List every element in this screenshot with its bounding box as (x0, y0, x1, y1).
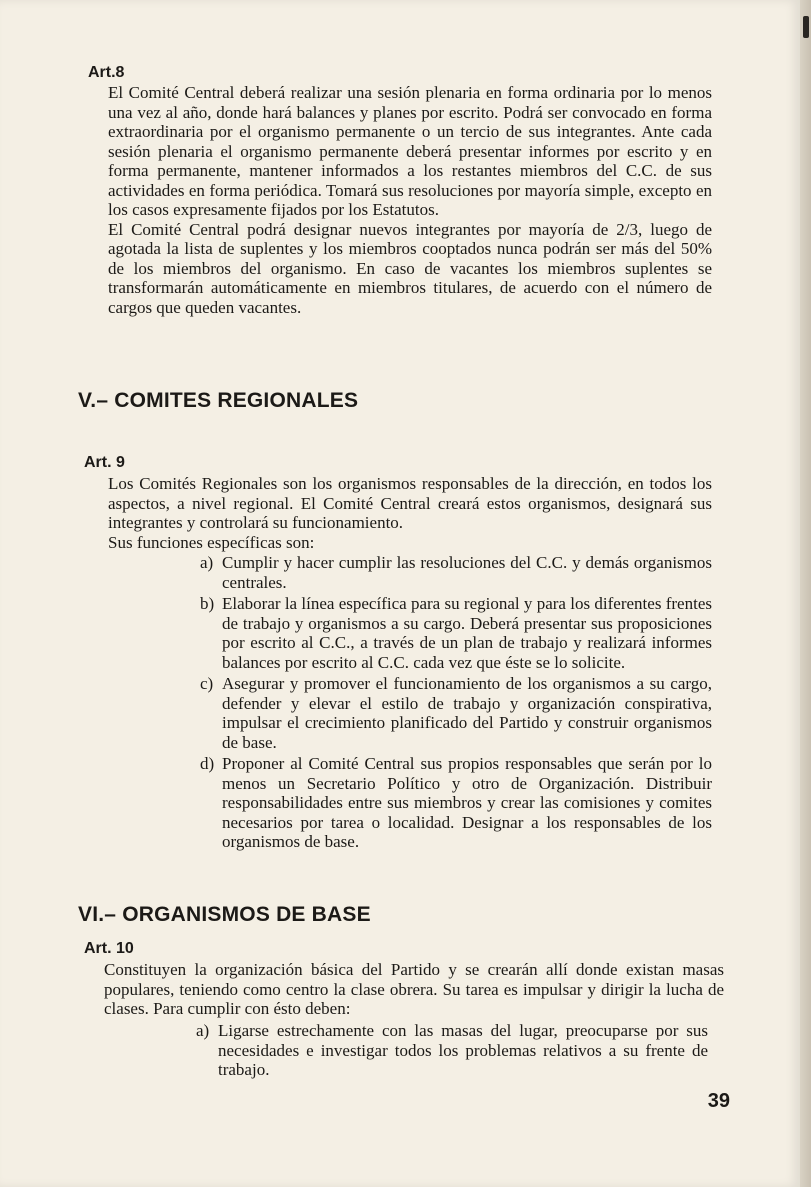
list-item (200, 754, 712, 852)
list-marker: a) (196, 1021, 210, 1040)
list-item-text: Asegurar y promover el funcionamiento de los organismos a su cargo, defender y elevar el estilo de trabajo y organización conspirativa, impulsar el crecimiento planificado del Partido y construir organismos de base. (222, 674, 712, 752)
section-vi-title: VI.– ORGANISMOS DE BASE (78, 903, 371, 926)
list-item-text: Proponer al Comité Central sus propios responsables que serán por lo menos un Secretario Político y otro de Organización. Distribuir responsabilidades entre sus miembros y crear las comisiones y comites necesarios por tarea o localidad. Designar a los responsables de los organismos de base. (222, 754, 712, 851)
list-item (200, 594, 712, 672)
art10-heading: Art. 10 (84, 940, 134, 957)
art8-heading: Art.8 (88, 64, 125, 81)
art9-heading: Art. 9 (84, 454, 125, 471)
page-edge (800, 0, 811, 1187)
list-marker: d) (200, 754, 215, 773)
art10-body (104, 960, 724, 1019)
list-marker: c) (200, 674, 214, 693)
list-marker: a) (200, 553, 214, 572)
art8-paragraph-2: El Comité Central podrá designar nuevos integrantes por mayoría de 2/3, luego de agotada la lista de suplentes y los miembros cooptados nunca podrán ser más del 50% de los miembros del organismo. En caso de vacantes los miembros suplentes se transformarán automáticamente en miembros titulares, de acuerdo con el número de cargos que queden vacantes. (108, 219, 712, 317)
art9-paragraph-2: Sus funciones específicas son: (108, 532, 315, 552)
art10-duties-list (196, 1021, 708, 1082)
list-item-text: Ligarse estrechamente con las masas del lugar, preocuparse por sus necesidades e investigar todos los problemas relativos a su frente de trabajo. (218, 1021, 708, 1079)
list-item (200, 553, 712, 592)
list-item-text: Cumplir y hacer cumplir las resoluciones del C.C. y demás organismos centrales. (222, 553, 712, 592)
list-item-text: Elaborar la línea específica para su regional y para los diferentes frentes de trabajo y organismos a su cargo. Deberá presentar sus proposiciones por escrito al C.C., a través de un plan de trabajo y realizará informes balances por escrito al C.C. cada vez que éste se lo solicite. (222, 594, 712, 672)
art9-functions-list (200, 553, 712, 854)
list-item (200, 674, 712, 752)
art8-body (108, 83, 712, 317)
art9-paragraph-1: Los Comités Regionales son los organismos responsables de la dirección, en todos los aspectos, a nivel regional. El Comité Central creará estos organismos, designará sus integrantes y controlará su funcionamiento. (108, 474, 712, 532)
section-v-title: V.– COMITES REGIONALES (78, 389, 359, 412)
list-item (196, 1021, 708, 1080)
page-number: 39 (707, 1090, 730, 1112)
art10-paragraph-1: Constituyen la organización básica del Partido y se crearán allí donde existan masas populares, teniendo como centro la clase obrera. Su tarea es impulsar y dirigir la lucha de clases. Para cumplir con ésto deben: (104, 960, 724, 1018)
list-marker: b) (200, 594, 215, 613)
art9-body (108, 474, 712, 552)
art8-paragraph-1: El Comité Central deberá realizar una sesión plenaria en forma ordinaria por lo menos una vez al año, donde hará balances y planes por escrito. Podrá ser convocado en forma extraordinaria por el organismo permanente o un tercio de sus integrantes. Ante cada sesión plenaria el organismo permanente deberá presentar informes por escrito y en forma permanente, mantener informados a los restantes miembros del C.C. de sus actividades en forma periódica. Tomará sus resoluciones por mayoría simple, excepto en los casos expresamente fijados por los Estatutos. (108, 83, 712, 219)
binding-mark (803, 16, 809, 38)
